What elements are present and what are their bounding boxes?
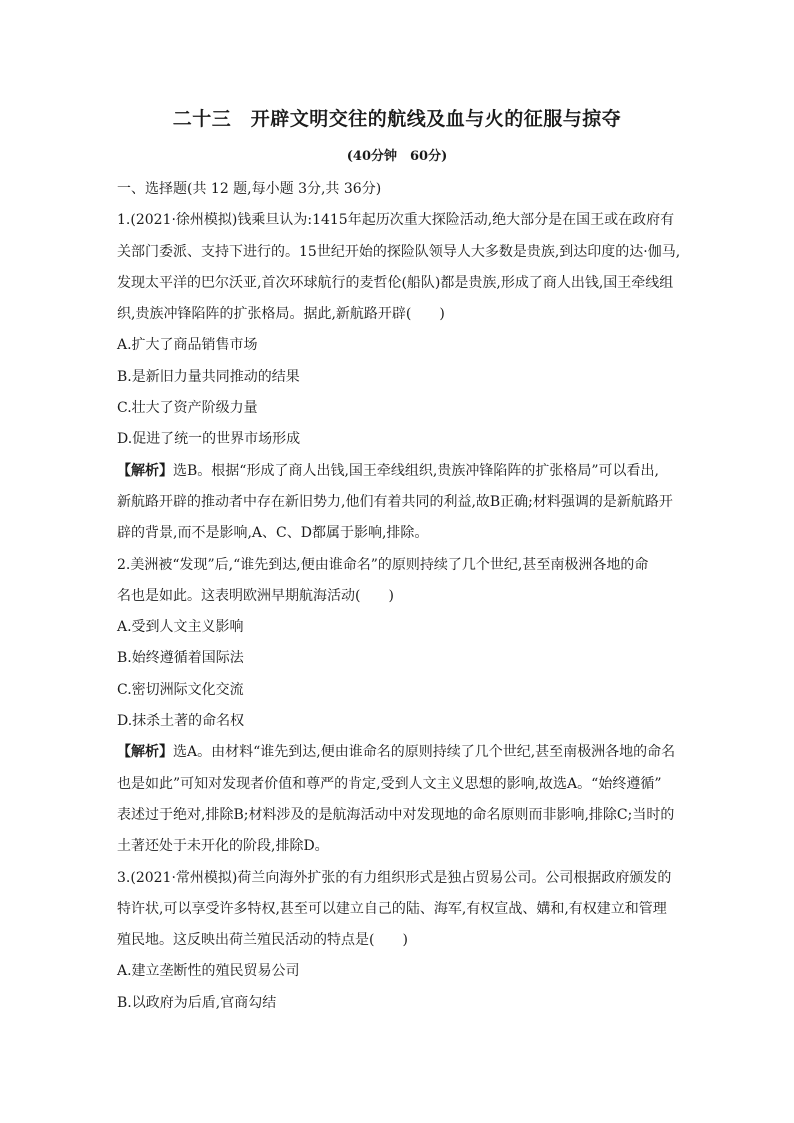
option-d: D.抹杀土著的命名权 [117, 713, 245, 730]
analysis-line [117, 456, 683, 487]
question-1 [117, 205, 683, 549]
section-heading: 一、选择题(共 12 题,每小题 3分,共 36分) [117, 181, 382, 197]
question-stem-line: 1.(2021·徐州模拟)钱乘旦认为:1415年起历次重大探险活动,绝大部分是在国王或在政府有 [117, 212, 675, 229]
option-c: C.壮大了资产阶级力量 [117, 400, 258, 417]
option-b: B.是新旧力量共同推动的结果 [117, 368, 300, 385]
question-stem-line: 发现太平洋的巴尔沃亚,首次环球航行的麦哲伦(船队)都是贵族,形成了商人出钱,国王牵线组 [117, 274, 674, 291]
analysis-line: 辟的背景,而不是影响,A、C、D都属于影响,排除。 [117, 525, 429, 542]
analysis-text: 选B。根据“形成了商人出钱,国王牵线组织,贵族冲锋陷阵的扩张格局”可以看出, [173, 462, 659, 479]
question-2 [117, 550, 683, 863]
analysis-line: 也是如此”可知对发现者价值和尊严的肯定,受到人文主义思想的影响,故选A。“始终遵循” [117, 775, 662, 792]
question-stem-line: 名也是如此。这表明欧洲早期航海活动( ) [117, 587, 394, 604]
question-3 [117, 863, 683, 1019]
analysis-line: 土著还处于未开化的阶段,排除D。 [117, 838, 329, 855]
analysis-line [117, 737, 683, 768]
analysis-text: 选A。由材料“谁先到达,便由谁命名的原则持续了几个世纪,甚至南极洲各地的命名 [173, 744, 676, 761]
question-stem-line: 织,贵族冲锋陷阵的扩张格局。据此,新航路开辟( ) [117, 306, 445, 323]
analysis-line: 表述过于绝对,排除B;材料涉及的是航海活动中对发现地的命名原则而非影响,排除C;当时的 [117, 806, 675, 823]
option-b: B.以政府为后盾,官商勾结 [117, 994, 277, 1011]
option-c: C.密切洲际文化交流 [117, 681, 244, 698]
analysis-tag: 【解析】 [117, 744, 173, 761]
option-a: A.受到人文主义影响 [117, 619, 244, 636]
option-a: A.扩大了商品销售市场 [117, 337, 258, 354]
analysis-line: 新航路开辟的推动者中存在新旧势力,他们有着共同的利益,故B正确;材料强调的是新航路开 [117, 493, 673, 510]
question-stem-line: 特许状,可以享受许多特权,甚至可以建立自己的陆、海军,有权宣战、媾和,有权建立和管理 [117, 900, 667, 917]
question-stem-line: 关部门委派、支持下进行的。15世纪开始的探险队领导人大多数是贵族,到达印度的达·伽马, [117, 243, 681, 260]
page-title: 二十三 开辟文明交往的航线及血与火的征服与掠夺 [172, 108, 622, 130]
question-stem-line: 3.(2021·常州模拟)荷兰向海外扩张的有力组织形式是独占贸易公司。公司根据政府颁发的 [117, 869, 672, 886]
question-stem-line: 2.美洲被“发现”后,“谁先到达,便由谁命名”的原则持续了几个世纪,甚至南极洲各地的命 [117, 556, 649, 573]
analysis-tag: 【解析】 [117, 462, 173, 479]
time-score-subtitle: (40分钟 60分) [346, 149, 448, 164]
option-a: A.建立垄断性的殖民贸易公司 [117, 963, 300, 980]
option-b: B.始终遵循着国际法 [117, 650, 244, 667]
question-stem-line: 殖民地。这反映出荷兰殖民活动的特点是( ) [117, 932, 408, 949]
question-content [117, 174, 683, 1019]
option-d: D.促进了统一的世界市场形成 [117, 431, 301, 448]
